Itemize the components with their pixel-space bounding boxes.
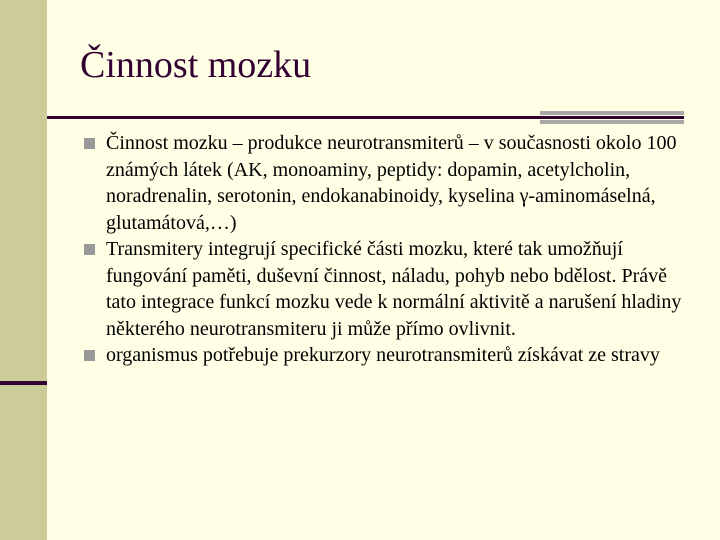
bullet-item [84,342,694,369]
square-bullet-icon [84,244,95,255]
left-decorative-band [0,0,47,540]
bullet-list [84,130,694,369]
divider-stripe-top [540,111,684,115]
square-bullet-icon [84,350,95,361]
bullet-item [84,236,694,342]
title-divider [47,116,540,119]
bullet-text: Transmitery integrují specifické části mozku, které tak umožňují fungování paměti, duševní činnost, náladu, pohyb nebo bdělost. Právě tato integrace funkcí mozku vede k normální aktivitě a narušení hladiny některého neurotransmiteru ji může přímo ovlivnit. [106,238,682,340]
square-bullet-icon [84,138,95,149]
left-accent-bar [0,381,47,385]
bullet-text: organismus potřebuje prekurzory neurotransmiterů získávat ze stravy [106,344,660,366]
divider-stripe-middle [540,116,684,119]
divider-stripe-bottom [540,120,684,124]
bullet-item [84,130,694,236]
bullet-text: Činnost mozku – produkce neurotransmiterů – v současnosti okolo 100 známých látek (AK, monoaminy, peptidy: dopamin, acetylcholin, noradrenalin, serotonin, endokanabinoidy, kyselina γ-aminomáselná, glutamátová,…) [106,132,677,234]
title-divider-accent [540,111,684,124]
slide-title: Činnost mozku [80,44,312,86]
